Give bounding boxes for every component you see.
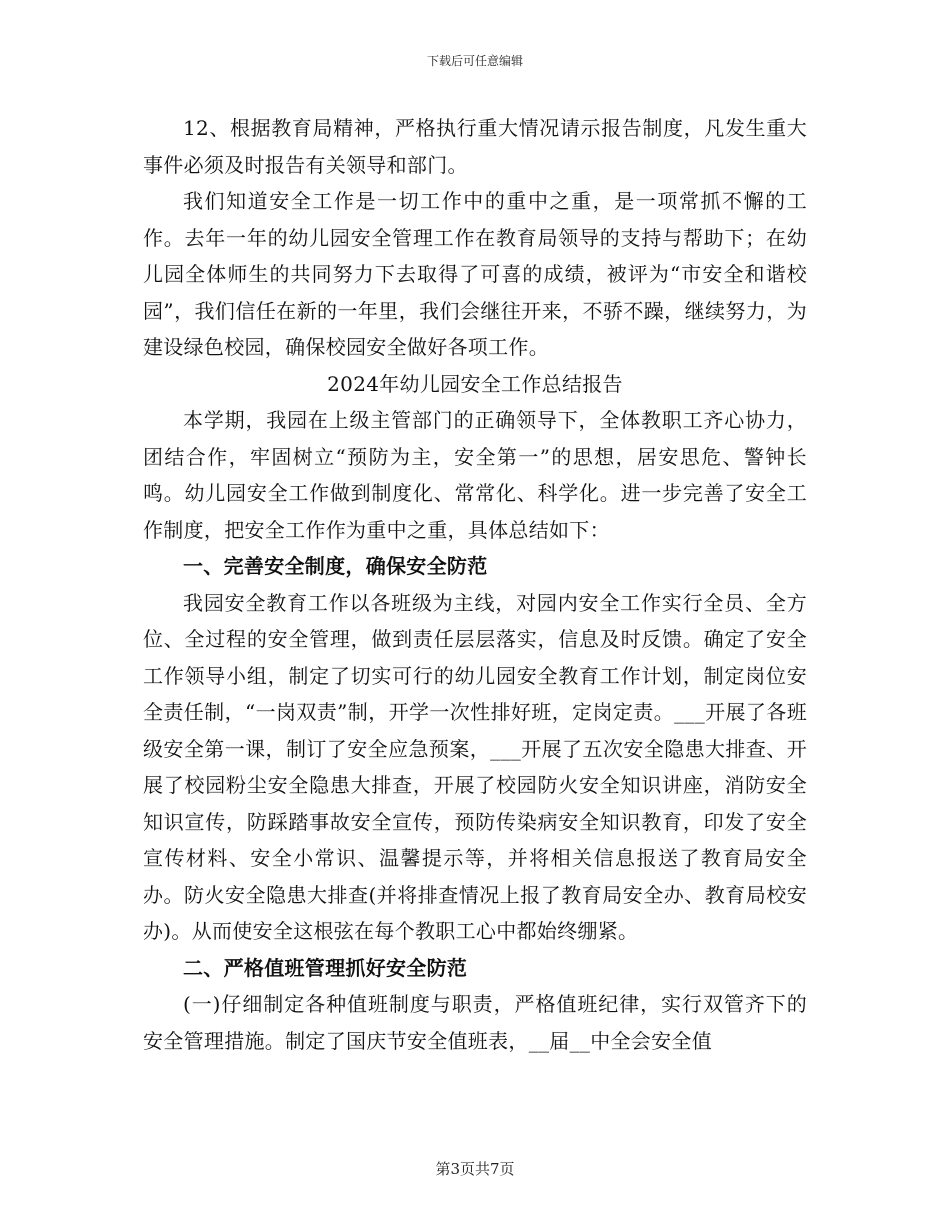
section-heading-2: 二、严格值班管理抓好安全防范 (183, 955, 468, 980)
document-body (143, 110, 807, 1059)
document-title: 2024年幼儿园安全工作总结报告 (327, 371, 623, 396)
page-header-note: 下载后可任意编辑 (426, 54, 523, 68)
paragraph-section-1: 我园安全教育工作以各班级为主线，对园内安全工作实行全员、全方位、全过程的安全管理，做到责任层层落实，信息及时反馈。确定了安全工作领导小组，制定了切实可行的幼儿园安全教育工作计划，制定岗位安全责任制，“一岗双责”制，开学一次性排好班，定岗定责。___开展了各班级安全第一课，制订了安全应急预案，___开展了五次安全隐患大排查、开展了校园粉尘安全隐患大排查，开展了校园防火安全知识讲座，消防安全知识宣传，防踩踏事故安全宣传，预防传染病安全知识教育，印发了安全宣传材料、安全小常识、温馨提示等，并将相关信息报送了教育局安全办。防火安全隐患大排查(并将排查情况上报了教育局安全办、教育局校安办)。从而使安全这根弦在每个教职工心中都始终绷紧。 (143, 590, 807, 943)
paragraph-item-12: 12、根据教育局精神，严格执行重大情况请示报告制度，凡发生重大事件必须及时报告有关领导和部门。 (143, 116, 807, 177)
paragraph-closing: 我们知道安全工作是一切工作中的重中之重，是一项常抓不懈的工作。去年一年的幼儿园安全管理工作在教育局领导的支持与帮助下；在幼儿园全体师生的共同努力下去取得了可喜的成绩，被评为“市安全和谐校园”，我们信任在新的一年里，我们会继往开来，不骄不躁，继续努力，为建设绿色校园，确保校园安全做好各项工作。 (143, 189, 807, 359)
page-number: 第3页共7页 (435, 1160, 515, 1178)
section-heading-1: 一、完善安全制度，确保安全防范 (183, 554, 488, 578)
paragraph-intro: 本学期，我园在上级主管部门的正确领导下，全体教职工齐心协力，团结合作，牢固树立“预防为主，安全第一”的思想，居安思危、警钟长鸣。幼儿园安全工作做到制度化、常常化、科学化。进一步完善了安全工作制度，把安全工作作为重中之重，具体总结如下： (143, 408, 807, 542)
paragraph-section-2: (一)仔细制定各种值班制度与职责，严格值班纪律，实行双管齐下的安全管理措施。制定了国庆节安全值班表，__届__中全会安全值 (143, 992, 807, 1053)
